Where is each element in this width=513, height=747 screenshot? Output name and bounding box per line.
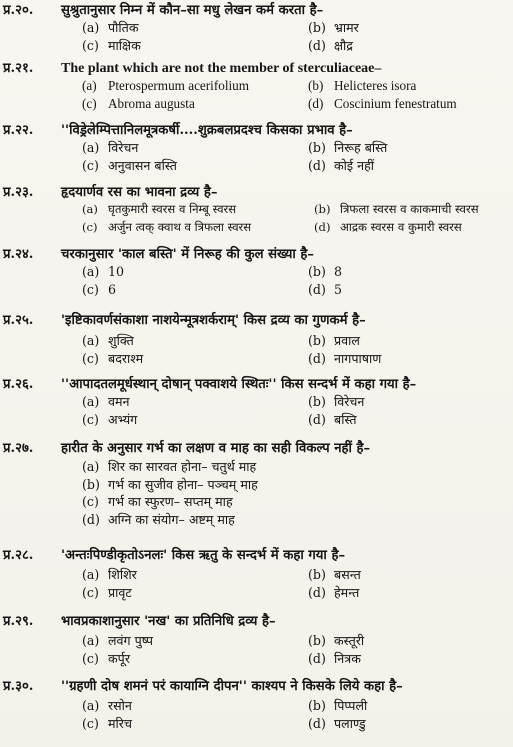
option-d[interactable]: (d) क्षौद्र — [308, 37, 353, 53]
option-a[interactable]: (a) शिर का सारवत होना– चतुर्थ माह — [82, 459, 257, 474]
option-c[interactable]: (c) Abroma augusta — [82, 95, 195, 111]
option-c[interactable]: (c) अभ्यंग — [82, 411, 138, 427]
question-23 — [0, 184, 513, 236]
option-b[interactable]: (b) प्रवाल — [308, 333, 360, 348]
question-text: ''ग्रहणी दोष शमनं परं कायाग्नि दीपन'' काश्यप ने किसके लिये कहा है– — [61, 679, 403, 694]
option-c[interactable]: (c) अनुवासन बस्ति — [82, 157, 177, 173]
option-a[interactable]: (a) शुक्ति — [82, 333, 134, 348]
option-b[interactable]: (b) भ्रामर — [308, 20, 359, 35]
option-d[interactable]: (d) आद्रक स्वरस व कुमारी स्वरस — [314, 219, 462, 234]
option-a[interactable]: (a) 10 — [82, 264, 125, 279]
option-b[interactable]: (b) कस्तूरी — [308, 633, 365, 648]
option-a[interactable]: (a) शिशिर — [82, 567, 137, 582]
question-number: प्र.२४. — [3, 247, 34, 262]
options — [82, 77, 512, 112]
options — [82, 201, 512, 236]
question-number: प्र.२१. — [3, 61, 34, 76]
question-text: सुश्रुतानुसार निम्न में कौन–सा मधु लेखन कर्म करता है– — [61, 3, 324, 18]
options — [82, 632, 512, 667]
option-b[interactable]: (b) 8 — [308, 264, 343, 279]
option-c[interactable]: (c) प्रावृट — [82, 584, 132, 600]
option-a[interactable]: (a) Pterospermum acerifolium — [82, 78, 249, 93]
options — [82, 19, 512, 54]
question-text: ''आपादतलमूर्धस्थान् दोषान् पक्वाशये स्थितः'' किस सन्दर्भ में कहा गया है– — [61, 377, 417, 392]
option-d[interactable]: (d) पलाण्डु — [308, 715, 366, 731]
question-number: प्र.२५. — [3, 313, 34, 328]
options — [82, 566, 512, 601]
question-text: हृदयार्णव रस का भावना द्रव्य है– — [61, 185, 218, 200]
option-c[interactable]: (c) 6 — [82, 281, 117, 297]
question-text: 'इष्टिकावर्णसंकाशा नाशयेन्मूत्रशर्कराम्' किस द्रव्य का गुणकर्म है– — [61, 313, 366, 328]
option-d[interactable]: (d) 5 — [308, 281, 343, 297]
option-d[interactable]: (d) नागपाषाण — [308, 350, 382, 366]
question-number: प्र.२३. — [3, 185, 34, 200]
question-text: ''विड्रेलेम्पित्तानिलमूत्रकर्षी....शुक्रबलप्रदश्च किसका प्रभाव है– — [61, 123, 353, 138]
options — [82, 139, 512, 174]
option-c[interactable]: (c) बदराश्म — [82, 350, 144, 366]
question-text: चरकानुसार 'काल बस्ति' में निरूह की कुल संख्या है– — [61, 247, 315, 262]
option-c[interactable]: (c) अर्जुन त्वक् क्वाथ व त्रिफला स्वरस — [82, 219, 252, 234]
option-a[interactable]: (a) वमन — [82, 394, 130, 409]
option-d[interactable]: (d) कोई नहीं — [308, 157, 375, 173]
option-b[interactable]: (b) त्रिफला स्वरस व काकमाची स्वरस — [314, 202, 479, 216]
option-c[interactable]: (c) मरिच — [82, 715, 132, 731]
question-20 — [0, 2, 513, 54]
question-number: प्र.२७. — [3, 441, 34, 456]
question-number: प्र.३०. — [3, 679, 34, 694]
option-d[interactable]: (d) Coscinium fenestratum — [308, 95, 457, 111]
option-b[interactable]: (b) निरूह बस्ति — [308, 140, 388, 155]
option-d[interactable]: (d) अग्नि का संयोग– अष्टम् माह — [82, 511, 235, 527]
options — [82, 263, 512, 298]
option-b[interactable]: (b) पिप्पली — [308, 698, 368, 713]
question-number: प्र.२९. — [3, 614, 34, 629]
option-a[interactable]: (a) विरेचन — [82, 140, 139, 155]
option-b[interactable]: (b) Helicteres isora — [308, 78, 417, 93]
question-21 — [0, 60, 513, 112]
option-c[interactable]: (c) कर्पूर — [82, 650, 130, 666]
question-number: प्र.२८. — [3, 548, 34, 563]
question-28 — [0, 547, 513, 601]
question-24 — [0, 246, 513, 298]
option-c[interactable]: (c) माक्षिक — [82, 37, 141, 53]
option-a[interactable]: (a) पौतिक — [82, 20, 139, 35]
option-b[interactable]: (b) बसन्त — [308, 567, 361, 582]
option-a[interactable]: (a) लवंग पुष्प — [82, 633, 153, 648]
option-b[interactable]: (b) गर्भ का सुजीव होना– पञ्चम् माह — [82, 476, 258, 492]
options — [82, 458, 512, 528]
option-d[interactable]: (d) बस्ति — [308, 411, 357, 427]
question-text: 'अन्तःपिण्डीकृतोऽनलः' किस ऋतु के सन्दर्भ में कहा गया है– — [61, 548, 346, 563]
question-22 — [0, 122, 513, 174]
question-text: हारीत के अनुसार गर्भ का लक्षण व माह का सही विकल्प नहीं है– — [61, 441, 371, 456]
question-27 — [0, 440, 513, 528]
option-b[interactable]: (b) विरेचन — [308, 394, 365, 409]
question-26 — [0, 376, 513, 428]
question-number: प्र.२६. — [3, 377, 34, 392]
option-a[interactable]: (a) घृतकुमारी स्वरस व निम्बू स्वरस — [82, 202, 237, 216]
question-30 — [0, 678, 513, 732]
options — [82, 697, 512, 732]
question-number: प्र.२०. — [3, 3, 34, 18]
option-a[interactable]: (a) रसोन — [82, 698, 132, 713]
question-text: The plant which are not the member of sterculiaceae– — [61, 61, 382, 76]
option-c[interactable]: (c) गर्भ का स्फुरण– सप्तम् माह — [82, 494, 233, 509]
options — [82, 393, 512, 428]
option-d[interactable]: (d) हेमन्त — [308, 584, 360, 600]
question-29 — [0, 613, 513, 667]
question-text: भावप्रकाशानुसार 'नख' का प्रतिनिधि द्रव्य है– — [61, 614, 276, 629]
question-25 — [0, 312, 513, 367]
question-number: प्र.२२. — [3, 123, 34, 138]
option-d[interactable]: (d) नित्रक — [308, 650, 361, 666]
options — [82, 332, 512, 367]
